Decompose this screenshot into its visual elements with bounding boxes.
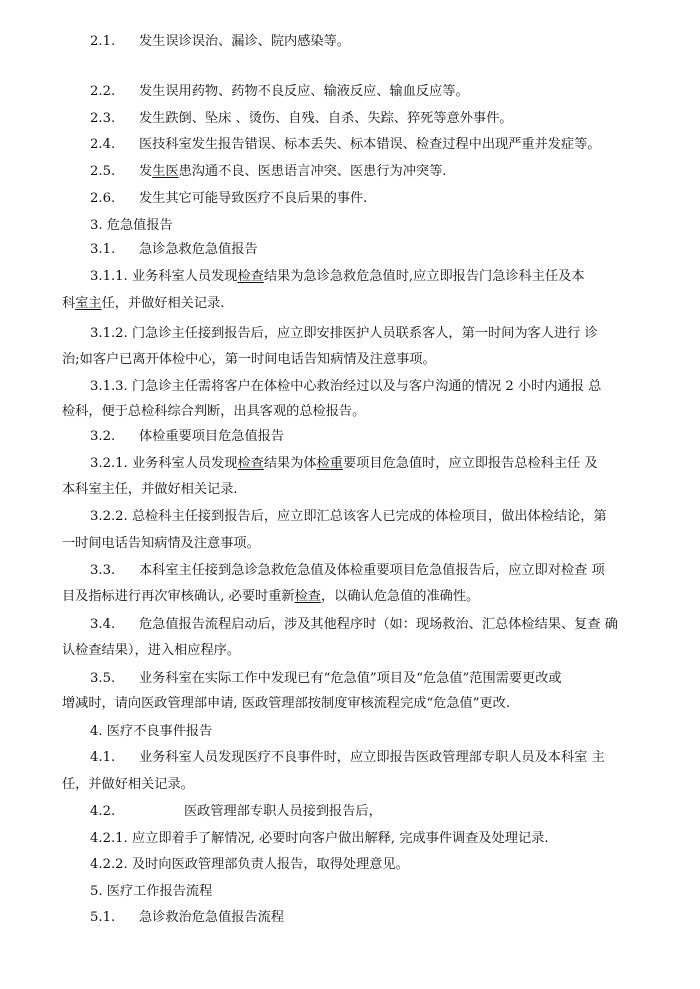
- item-number: 2.1.: [90, 34, 116, 49]
- item-text: 体检重要项目危急值报告: [139, 429, 285, 444]
- item-text: 本科室主任接到急诊急救危急值及体检重要项目危急值报告后，应立即对检查 项: [139, 563, 605, 578]
- item-text: 业务科室在实际工作中发现已有“危急值”项目及“危急值”范围需要更改或: [139, 671, 562, 686]
- item-number: 5.1.: [90, 910, 116, 925]
- item-text: 业务科室人员发现医疗不良事件时，应立即报告医政管理部专职人员及本科室 主: [139, 750, 605, 765]
- item-text: 发生其它可能导致医疗不良后果的事件.: [139, 191, 368, 206]
- item-number: 3.3.: [90, 563, 116, 578]
- item-number: 2.6.: [90, 191, 116, 206]
- item-number: 2.3.: [90, 111, 116, 126]
- item-text: 发生跌倒、坠床 、烫伤、自残、自杀、失踪、猝死等意外事件。: [139, 111, 513, 126]
- item-text: 发生医患沟通不良、医患语言冲突、医患行为冲突等.: [139, 164, 447, 179]
- item-number: 4.2.: [90, 804, 116, 819]
- item-number: 3.2.: [90, 429, 116, 444]
- item-text: 危急值报告流程启动后，涉及其他程序时（如：现场救治、汇总体检结果、复查 确: [139, 617, 618, 632]
- item-number: 3.1.: [90, 242, 116, 257]
- item-text: 发生误用药物、药物不良反应、输液反应、输血反应等。: [139, 84, 469, 99]
- item-number: 2.2.: [90, 84, 116, 99]
- item-text: 发生误诊误治、漏诊、院内感染等。: [139, 34, 350, 49]
- item-number: 2.4.: [90, 137, 116, 152]
- item-text: 急诊救治危急值报告流程: [139, 910, 285, 925]
- document-page: 2.1. 发生误诊误治、漏诊、院内感染等。 2.2. 发生误用药物、药物不良反应、输液反应、输血反应等。 2.3. 发生跌倒、坠床 、烫伤、自残、自杀、失踪、猝死等意外事件。 2.4. 医技科室发生报告错误、标本丢失、标本错误、检查过程中出现严重并发症等。 2.5. 发生医患沟通不良、医患语言冲突、医患行为冲突等. 2.6. 发生其它可能导致医疗不良后果的事件. 3. 危急值报告 3.1. 急诊急救危急值报告 3.1.1. 业务科室人员发现检查结果为急诊急救危急值时,应立即报告门急诊科主任及本 科室主任，并做好相关记录. 3.1.2. 门急诊主任接到报告后，应立即安排医护人员联系客人，第一时间为客人进行 诊 治;如客户已离开体检中心，第一时间电话告知病情及注意事项。 3.1.3. 门急诊主任需将客户在体检中心救治经过以及与客户沟通的情况 2 小时内通报 总 检科，便于总检科综合判断，出具客观的总检报告。 3.2. 体检重要项目危急值报告 3.2.1. 业务科室人员发现检查结果为体检重要项目危急值时，应立即报告总检科主任 及 本科室主任，并做好相关记录. 3.2.2. 总检科主任接到报告后，应立即汇总该客人已完成的体检项目，做出体检结论，第 一时间电话告知病情及注意事项。 3.3. 本科室主任接到急诊急救危急值及体检重要项目危急值报告后，应立即对检查 项 目及指标进行再次审核确认, 必要时重新检查，以确认危急值的准确性。 3.4. 危急值报告流程启动后，涉及其他程序时（如：现场救治、汇总体检结果、复查 确 认检查结果），进入相应程序。 3.5. 业务科室在实际工作中发现已有“危急值”项目及“危急值”范围需要更改或 增减时，请向医政管理部申请, 医政管理部按制度审核流程完成“危急值”更改. 4. 医疗不良事件报告 4.1. 业务科室人员发现医疗不良事件时，应立即报告医政管理部专职人员及本科室 主 任，并做好相关记录。 4.2. 医政管理部专职人员接到报告后， 4.2.1. 应立即着手了解情况, 必要时向客户做出解释, 完成事件调查及处理记录. 4.2.2. 及时向医政管理部负责人报告，取得处理意见。 5. 医疗工作报告流程 5.1. 急诊救治危急值报告流程: [62, 34, 618, 925]
- item-number: 3.4.: [90, 617, 116, 632]
- item-text: 医技科室发生报告错误、标本丢失、标本错误、检查过程中出现严重并发症等。: [139, 137, 601, 152]
- item-number: 3.5.: [90, 671, 116, 686]
- item-text: 医政管理部专职人员接到报告后，: [184, 804, 382, 819]
- item-number: 2.5.: [90, 164, 116, 179]
- item-text: 急诊急救危急值报告: [139, 242, 258, 257]
- item-number: 4.1.: [90, 750, 116, 765]
